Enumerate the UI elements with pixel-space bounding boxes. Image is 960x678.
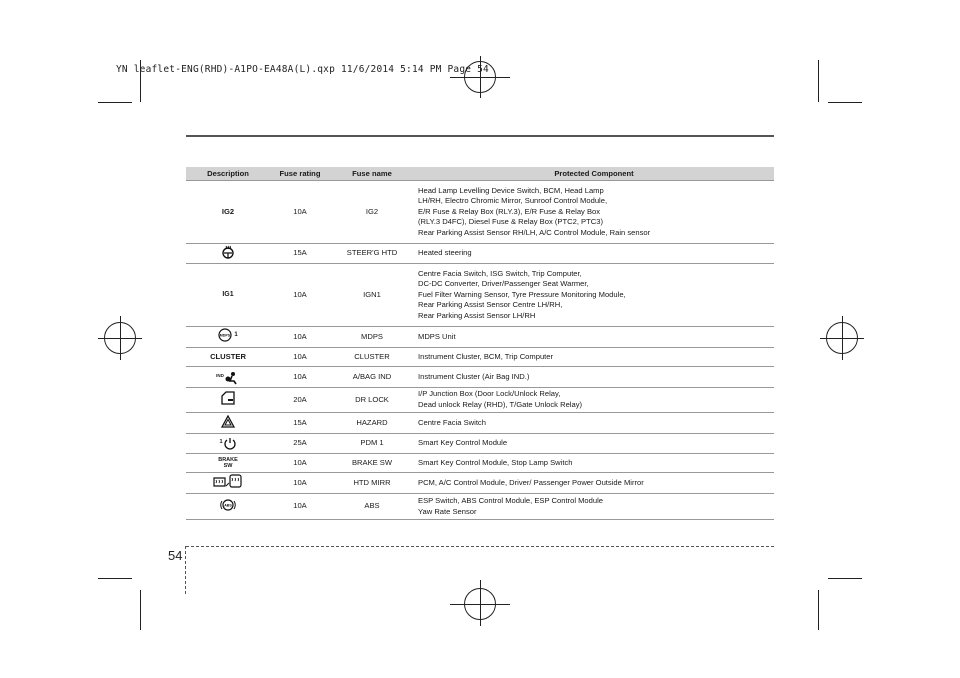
fuse-rating: 10A bbox=[270, 181, 330, 244]
description-icon-cell bbox=[186, 454, 270, 473]
table-row bbox=[186, 181, 774, 244]
component-line: Rear Parking Assist Sensor RH/LH, A/C Control Module, Rain sensor bbox=[418, 227, 651, 237]
fuse-rating: 10A bbox=[270, 367, 330, 388]
table-row bbox=[186, 473, 774, 494]
fuse-rating: 15A bbox=[270, 244, 330, 264]
protected-component bbox=[414, 264, 774, 327]
brake-sw-label-line1: BRAKE bbox=[218, 457, 238, 463]
description-icon-cell bbox=[186, 413, 270, 434]
fuse-name: PDM 1 bbox=[330, 434, 414, 454]
component-line: E/R Fuse & Relay Box (RLY.3), E/R Fuse & Relay Box bbox=[418, 206, 601, 216]
description-icon-cell bbox=[186, 388, 270, 413]
component-line: Yaw Rate Sensor bbox=[418, 506, 477, 516]
brake-sw-label-line2: SW bbox=[223, 463, 233, 469]
table-row bbox=[186, 367, 774, 388]
registration-line bbox=[98, 338, 142, 339]
protected-component: Smart Key Control Module, Stop Lamp Switch bbox=[414, 454, 774, 473]
table-row bbox=[186, 348, 774, 367]
description-icon-cell bbox=[186, 473, 270, 494]
table-header-row bbox=[186, 167, 774, 181]
table-row bbox=[186, 388, 774, 413]
component-line: LH/RH, Electro Chromic Mirror, Sunroof Control Module, bbox=[418, 196, 608, 206]
fuse-name: HTD MIRR bbox=[330, 473, 414, 494]
header-rule bbox=[186, 135, 774, 137]
table-row bbox=[186, 494, 774, 520]
protected-component bbox=[414, 494, 774, 520]
crop-mark bbox=[98, 578, 132, 579]
fuse-rating: 10A bbox=[270, 454, 330, 473]
fuse-name: A/BAG IND bbox=[330, 367, 414, 388]
protected-component: Centre Facia Switch bbox=[414, 413, 774, 434]
smart-key-label: 1 bbox=[219, 439, 223, 445]
print-slug: YN leaflet-ENG(RHD)-A1PO-EA48A(L).qxp 11/6/2014 5:14 PM Page 54 bbox=[116, 64, 489, 75]
fuse-rating: 10A bbox=[270, 494, 330, 520]
registration-line bbox=[820, 338, 864, 339]
crop-mark bbox=[818, 590, 819, 630]
page-number: 54 bbox=[168, 548, 183, 563]
protected-component bbox=[414, 181, 774, 244]
column-header-fuse-name: Fuse name bbox=[330, 167, 414, 181]
fuse-table bbox=[186, 167, 774, 520]
door-lock-icon bbox=[220, 391, 236, 405]
fuse-rating: 10A bbox=[270, 348, 330, 367]
airbag-ind-icon bbox=[224, 371, 240, 385]
table-row bbox=[186, 434, 774, 454]
footer-divider bbox=[185, 546, 186, 594]
component-line: DC-DC Converter, Driver/Passenger Seat Warmer, bbox=[418, 279, 589, 289]
fuse-name: BRAKE SW bbox=[330, 454, 414, 473]
component-line: Rear Parking Assist Sensor Centre LH/RH, bbox=[418, 300, 563, 310]
heated-mirror-icon bbox=[213, 474, 243, 488]
fuse-name: IGN1 bbox=[330, 264, 414, 327]
component-line: Fuel Filter Warning Sensor, Tyre Pressure Monitoring Module, bbox=[418, 289, 626, 299]
abs-icon bbox=[220, 498, 236, 512]
footer-rule bbox=[186, 546, 774, 547]
table-row bbox=[186, 264, 774, 327]
table-row bbox=[186, 327, 774, 348]
fuse-name: DR LOCK bbox=[330, 388, 414, 413]
registration-line bbox=[450, 604, 510, 605]
protected-component: Heated steering bbox=[414, 244, 774, 264]
description-icon-cell bbox=[186, 434, 270, 454]
registration-line bbox=[450, 77, 510, 78]
table-row bbox=[186, 413, 774, 434]
crop-mark bbox=[828, 578, 862, 579]
column-header-fuse-rating: Fuse rating bbox=[270, 167, 330, 181]
component-line: ESP Switch, ABS Control Module, ESP Control Module bbox=[418, 495, 604, 505]
mdps-icon-number: 1 bbox=[234, 331, 238, 338]
steering-heat-icon bbox=[221, 245, 235, 259]
svg-text:ABS: ABS bbox=[224, 503, 232, 508]
fuse-rating: 20A bbox=[270, 388, 330, 413]
table-row bbox=[186, 454, 774, 473]
hazard-icon bbox=[221, 415, 235, 428]
protected-component bbox=[414, 388, 774, 413]
fuse-name: STEER'G HTD bbox=[330, 244, 414, 264]
crop-mark bbox=[818, 60, 819, 102]
mdps-icon bbox=[218, 328, 232, 342]
description-label: IG1 bbox=[186, 264, 270, 327]
protected-component: Instrument Cluster, BCM, Trip Computer bbox=[414, 348, 774, 367]
registration-line bbox=[480, 580, 481, 626]
description-icon-cell bbox=[186, 327, 270, 348]
protected-component: MDPS Unit bbox=[414, 327, 774, 348]
description-icon-cell bbox=[186, 494, 270, 520]
fuse-rating: 10A bbox=[270, 473, 330, 494]
fuse-name: CLUSTER bbox=[330, 348, 414, 367]
protected-component: Smart Key Control Module bbox=[414, 434, 774, 454]
component-line: Dead unlock Relay (RHD), T/Gate Unlock Relay) bbox=[418, 400, 583, 409]
description-icon-cell bbox=[186, 367, 270, 388]
protected-component: Instrument Cluster (Air Bag IND.) bbox=[414, 367, 774, 388]
crop-mark bbox=[140, 590, 141, 630]
component-line: I/P Junction Box (Door Lock/Unlock Relay, bbox=[418, 389, 561, 399]
column-header-description: Description bbox=[186, 167, 270, 181]
smart-key-icon bbox=[223, 437, 237, 451]
description-icon-cell bbox=[186, 244, 270, 264]
crop-mark bbox=[98, 102, 132, 103]
description-label: CLUSTER bbox=[186, 348, 270, 367]
fuse-name: IG2 bbox=[330, 181, 414, 244]
protected-component: PCM, A/C Control Module, Driver/ Passenger Power Outside Mirror bbox=[414, 473, 774, 494]
airbag-ind-label: IND bbox=[216, 372, 224, 378]
svg-text:MDPS: MDPS bbox=[220, 333, 231, 338]
fuse-rating: 10A bbox=[270, 264, 330, 327]
component-line: Centre Facia Switch, ISG Switch, Trip Computer, bbox=[418, 268, 582, 278]
fuse-name: MDPS bbox=[330, 327, 414, 348]
component-line: Rear Parking Assist Sensor LH/RH bbox=[418, 310, 536, 320]
column-header-protected-component: Protected Component bbox=[414, 167, 774, 181]
table-row bbox=[186, 244, 774, 264]
fuse-rating: 15A bbox=[270, 413, 330, 434]
component-line: (RLY.3 D4FC), Diesel Fuse & Relay Box (PTC2, PTC3) bbox=[418, 217, 603, 227]
description-label: IG2 bbox=[186, 181, 270, 244]
fuse-name: HAZARD bbox=[330, 413, 414, 434]
fuse-rating: 10A bbox=[270, 327, 330, 348]
fuse-rating: 25A bbox=[270, 434, 330, 454]
crop-mark bbox=[828, 102, 862, 103]
fuse-name: ABS bbox=[330, 494, 414, 520]
component-line: Head Lamp Levelling Device Switch, BCM, Head Lamp bbox=[418, 185, 604, 195]
